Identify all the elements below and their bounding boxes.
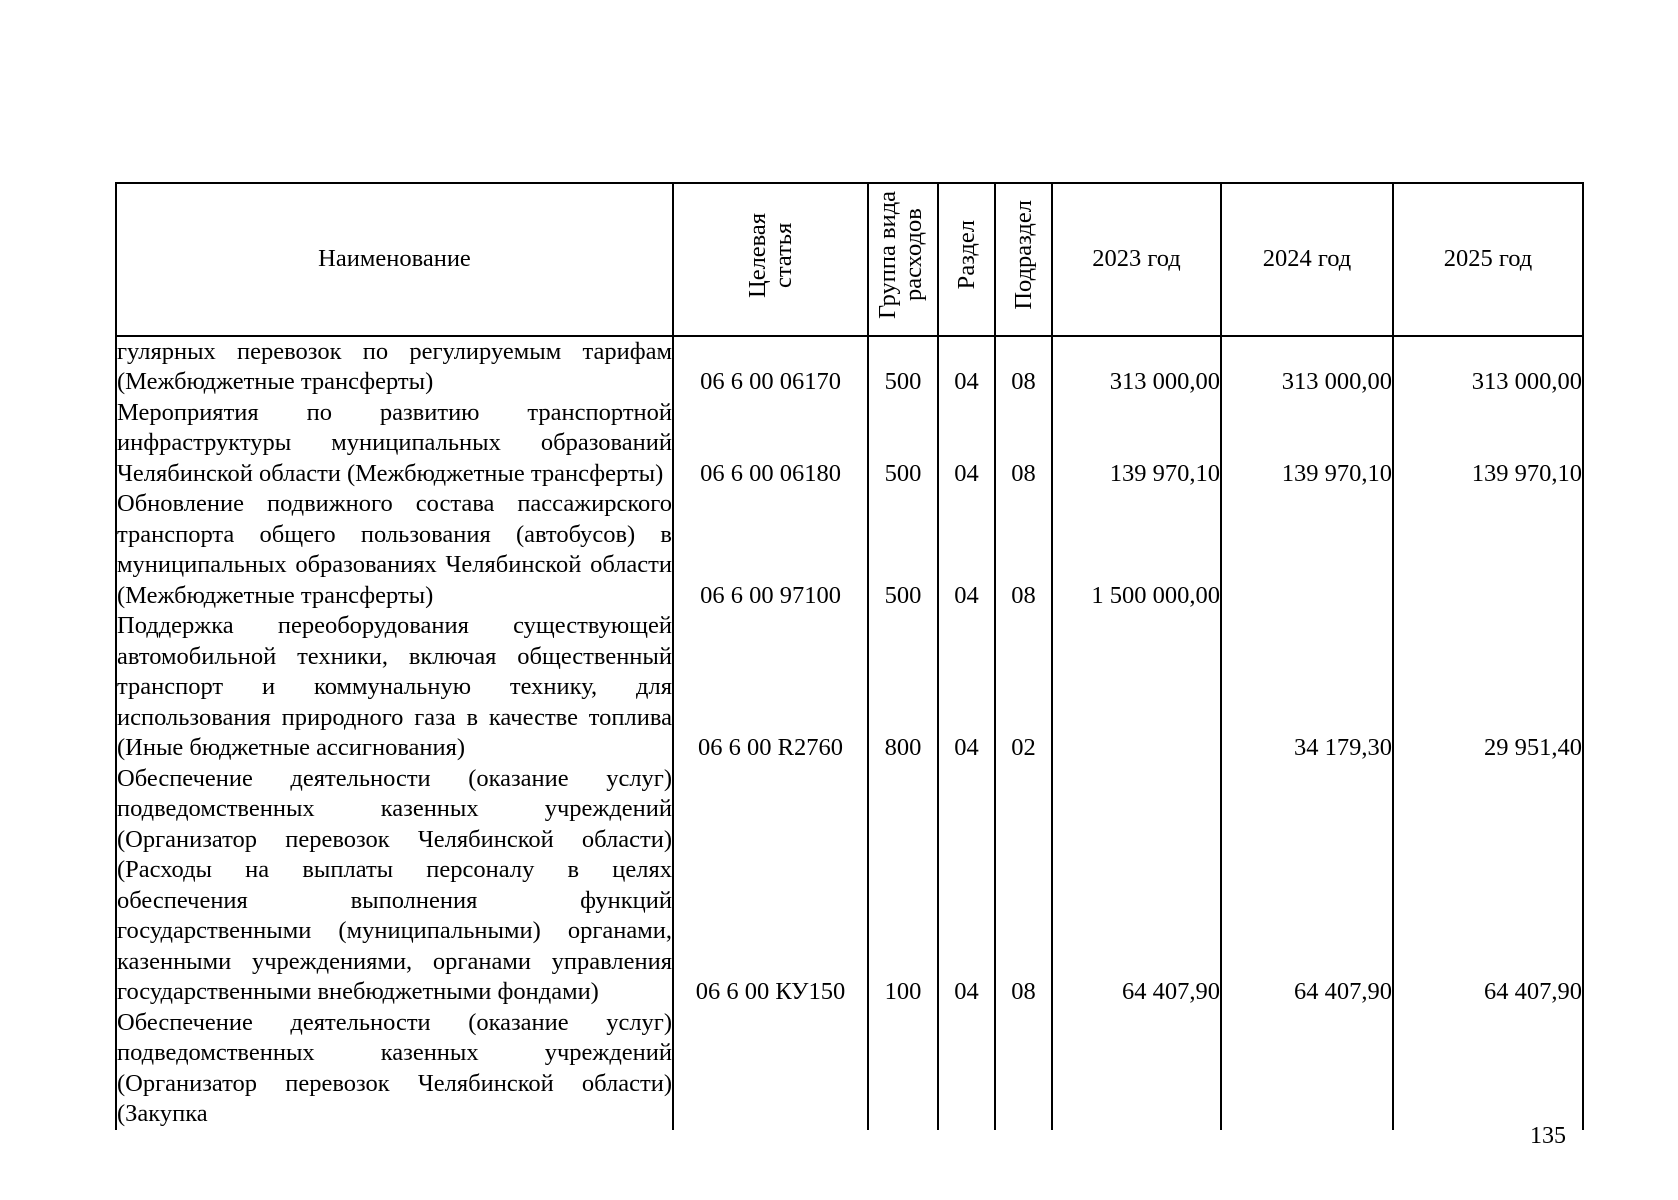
row-name: гулярных перевозок по регулируемым тарифам (Межбюджетные трансферты) — [116, 336, 673, 398]
row-2023: 1 500 000,00 — [1052, 489, 1221, 611]
row-name: Обеспечение деятельности (оказание услуг) подведомственных казенных учреждений (Организатор перевозок Челябинской области) (Закупка — [116, 1008, 673, 1130]
row-target: 06 6 00 R2760 — [673, 611, 868, 764]
row-2023 — [1052, 1008, 1221, 1130]
header-target — [673, 183, 868, 336]
budget-table — [115, 182, 1584, 1130]
row-subsection: 08 — [995, 764, 1052, 1008]
row-section: 04 — [938, 489, 995, 611]
row-name: Поддержка переоборудования существующей автомобильной техники, включая общественный транспорт и коммунальную технику, для использования природного газа в качестве топлива (Иные бюджетные ассигнования) — [116, 611, 673, 764]
row-subsection — [995, 1008, 1052, 1130]
row-2023 — [1052, 611, 1221, 764]
row-2024: 139 970,10 — [1221, 398, 1393, 490]
row-section — [938, 1008, 995, 1130]
header-subsection — [995, 183, 1052, 336]
row-2025: 139 970,10 — [1393, 398, 1583, 490]
header-subsection-label: Подраздел — [1009, 200, 1037, 310]
row-name: Обновление подвижного состава пассажирского транспорта общего пользования (автобусов) в муниципальных образованиях Челябинской области (Межбюджетные трансферты) — [116, 489, 673, 611]
header-section — [938, 183, 995, 336]
row-2024: 64 407,90 — [1221, 764, 1393, 1008]
row-2024 — [1221, 489, 1393, 611]
row-2025 — [1393, 1008, 1583, 1130]
page-number: 135 — [1530, 1123, 1566, 1149]
row-target: 06 6 00 КУ150 — [673, 764, 868, 1008]
row-target: 06 6 00 97100 — [673, 489, 868, 611]
table-row — [116, 398, 1583, 490]
row-2024: 34 179,30 — [1221, 611, 1393, 764]
header-2025: 2025 год — [1393, 183, 1583, 336]
row-2025: 29 951,40 — [1393, 611, 1583, 764]
row-2023: 139 970,10 — [1052, 398, 1221, 490]
row-subsection: 02 — [995, 611, 1052, 764]
header-expense-group — [868, 183, 938, 336]
row-2023: 64 407,90 — [1052, 764, 1221, 1008]
row-2023: 313 000,00 — [1052, 336, 1221, 398]
row-group — [868, 1008, 938, 1130]
row-group: 800 — [868, 611, 938, 764]
row-section: 04 — [938, 764, 995, 1008]
row-target: 06 6 00 06170 — [673, 336, 868, 398]
row-target: 06 6 00 06180 — [673, 398, 868, 490]
row-group: 500 — [868, 489, 938, 611]
row-subsection: 08 — [995, 489, 1052, 611]
row-subsection: 08 — [995, 336, 1052, 398]
row-section: 04 — [938, 336, 995, 398]
row-target — [673, 1008, 868, 1130]
table-row — [116, 611, 1583, 764]
row-section: 04 — [938, 398, 995, 490]
header-target-label: Целевая статья — [743, 212, 797, 298]
table-row — [116, 1008, 1583, 1130]
table-header — [116, 183, 1583, 336]
row-section: 04 — [938, 611, 995, 764]
row-group: 500 — [868, 398, 938, 490]
table-row — [116, 336, 1583, 398]
header-expense-group-label: Группа вида расходов — [874, 190, 927, 320]
row-name: Мероприятия по развитию транспортной инфраструктуры муниципальных образований Челябинской области (Межбюджетные трансферты) — [116, 398, 673, 490]
row-2025: 64 407,90 — [1393, 764, 1583, 1008]
row-2024: 313 000,00 — [1221, 336, 1393, 398]
row-2024 — [1221, 1008, 1393, 1130]
header-section-label: Раздел — [952, 220, 980, 290]
header-2024: 2024 год — [1221, 183, 1393, 336]
row-2025: 313 000,00 — [1393, 336, 1583, 398]
row-name: Обеспечение деятельности (оказание услуг) подведомственных казенных учреждений (Организатор перевозок Челябинской области) (Расходы на выплаты персоналу в целях обеспечения выполнения функций государственными (муниципальными) органами, казенными учреждениями, органами управления государственными внебюджетными фондами) — [116, 764, 673, 1008]
table-row — [116, 764, 1583, 1008]
header-2023: 2023 год — [1052, 183, 1221, 336]
header-name: Наименование — [116, 183, 673, 336]
row-group: 100 — [868, 764, 938, 1008]
table-row — [116, 489, 1583, 611]
row-2025 — [1393, 489, 1583, 611]
row-group: 500 — [868, 336, 938, 398]
row-subsection: 08 — [995, 398, 1052, 490]
